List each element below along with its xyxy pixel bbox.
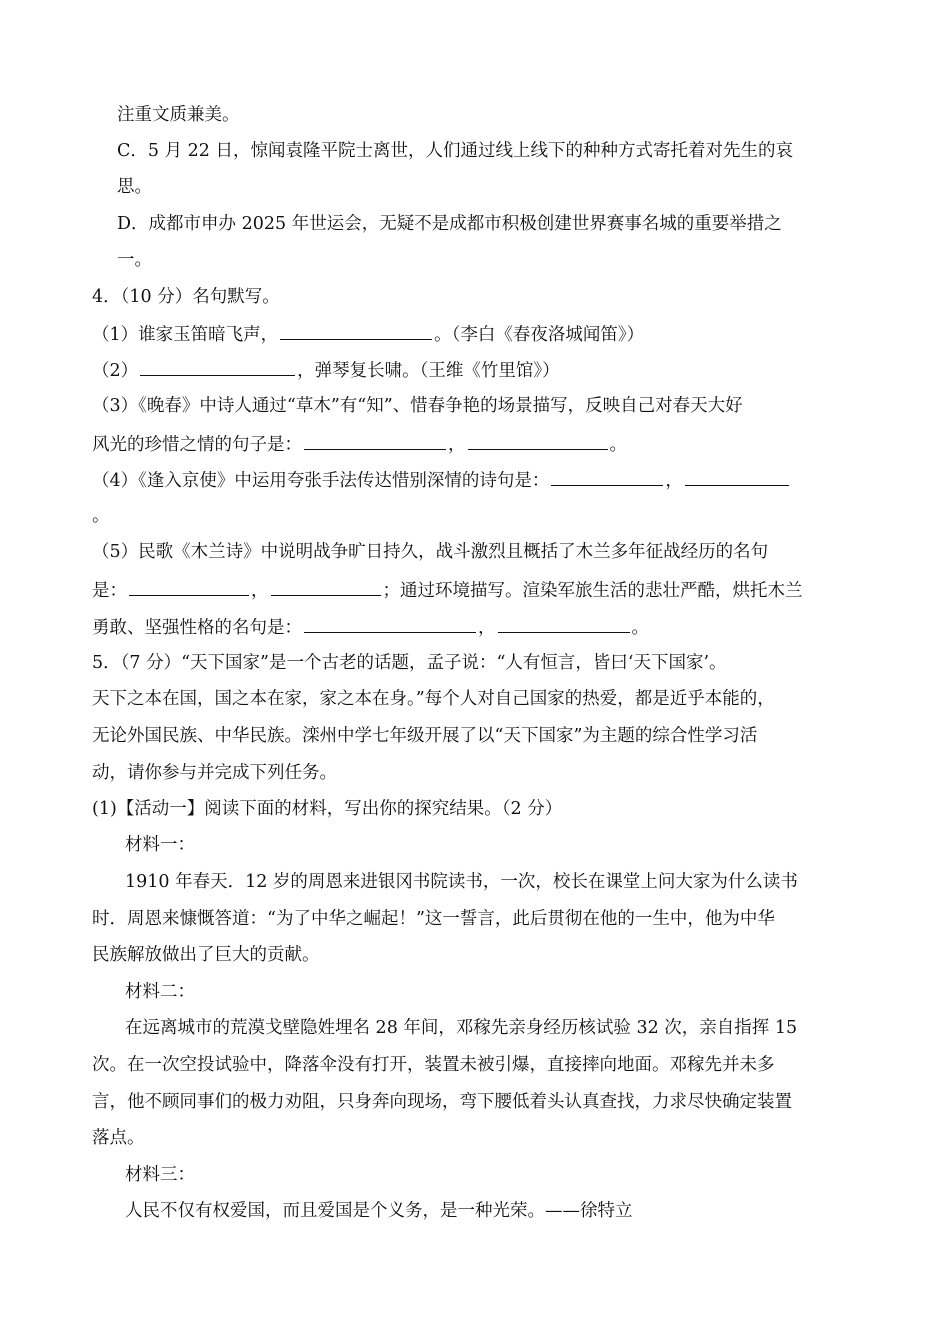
answer-blank[interactable] [304,431,446,450]
q4-item-5-line3 [92,614,649,640]
q4-item-5-line3-sep: ， [478,618,496,638]
q4-item-5-line2 [92,577,803,603]
question-5-line1: 5．（7 分）“天下国家”是一个古老的话题，孟子说：“人有恒言，皆曰‘天下国家’。 [92,653,727,673]
q4-item-3-line1: （3）《晚春》中诗人通过“草木”有“知”、惜春争艳的场景描写，反映自己对春天大好 [92,396,743,416]
answer-blank[interactable] [304,614,476,633]
answer-blank[interactable] [271,577,381,596]
question-5-line3: 无论外国民族、中华民族。滦州中学七年级开展了以“天下国家”为主题的综合性学习活 [92,726,758,746]
q4-item-1-post: 。（李白《春夜洛城闻笛》） [434,325,645,345]
material-2-line2: 次。在一次空投试验中，降落伞没有打开，装置未被引爆，直接摔向地面。邓稼先并未多 [92,1055,775,1075]
q4-item-2-post: ，弹琴复长啸。（王维《竹里馆》） [297,361,560,381]
question-5-line2: 天下之本在国，国之本在家，家之本在身。”每个人对自己国家的热爱，都是近乎本能的， [92,689,775,709]
answer-blank[interactable] [129,577,249,596]
material-1-title: 材料一： [125,835,195,855]
material-2-line4: 落点。 [92,1128,145,1148]
q4-item-5-end: 。 [631,618,649,638]
q4-item-5-pre: 是： [92,581,127,601]
activity-one-prompt: (1)【活动一】阅读下面的材料，写出你的探究结果。（2 分） [92,799,563,819]
answer-blank[interactable] [498,614,630,633]
question-5-line4: 动，请你参与并完成下列任务。 [92,763,337,783]
option-c-line1: C．5 月 22 日，惊闻袁隆平院士离世，人们通过线上线下的种种方式寄托着对先生的哀 [117,141,793,161]
option-c-line2: 思。 [117,177,152,197]
material-1-line1: 1910 年春天．12 岁的周恩来进银冈书院读书，一次，校长在课堂上问大家为什么读书 [125,872,798,892]
q4-item-3-line2 [92,431,627,457]
q4-item-1 [92,321,644,347]
answer-blank[interactable] [685,467,789,486]
q4-item-4-line1 [92,467,791,493]
q4-item-5-line1: （5）民歌《木兰诗》中说明战争旷日持久，战斗激烈且概括了木兰多年征战经历的名句 [92,542,769,562]
q4-item-4-line2: 。 [92,506,110,526]
q4-item-5-line3-pre: 勇敢、坚强性格的名句是： [92,618,302,638]
q4-item-3-sep: ， [448,435,466,455]
q4-item-3-end: 。 [609,435,627,455]
q4-item-2 [92,357,560,383]
material-1-line3: 民族解放做出了巨大的贡献。 [92,945,320,965]
material-2-title: 材料二： [125,982,195,1002]
q4-item-4-pre: （4）《逢入京使》中运用夸张手法传达惜别深情的诗句是： [92,471,550,491]
material-1-line2: 时．周恩来慷慨答道：“为了中华之崛起！”这一誓言，此后贯彻在他的一生中，他为中华 [92,909,775,929]
q4-item-5-post: ；通过环境描写。渲染军旅生活的悲壮严酷，烘托木兰 [382,581,803,601]
answer-blank[interactable] [140,357,295,376]
material-2-line3: 言，他不顾同事们的极力劝阻，只身奔向现场，弯下腰低着头认真查找，力求尽快确定装置 [92,1092,792,1112]
option-d-line2: 一。 [117,250,152,270]
answer-blank[interactable] [280,321,432,340]
answer-blank[interactable] [551,467,663,486]
q4-item-2-pre: （2） [92,361,139,381]
material-2-line1: 在远离城市的荒漠戈壁隐姓埋名 28 年间，邓稼先亲身经历核试验 32 次，亲自指挥 15 [125,1018,798,1038]
q4-item-5-sep: ， [251,581,269,601]
option-b-tail: 注重文质兼美。 [117,105,240,125]
question-4-title: 4．（10 分）名句默写。 [92,287,280,307]
option-d-line1: D．成都市申办 2025 年世运会，无疑不是成都市积极创建世界赛事名城的重要举措之 [117,214,782,234]
material-3-title: 材料三： [125,1165,195,1185]
material-3-line1: 人民不仅有权爱国，而且爱国是个义务，是一种光荣。——徐特立 [125,1201,633,1221]
q4-item-4-sep: ， [665,471,683,491]
q4-item-1-pre: （1）谁家玉笛暗飞声， [92,325,279,345]
q4-item-3-pre: 风光的珍惜之情的句子是： [92,435,302,455]
answer-blank[interactable] [468,431,608,450]
